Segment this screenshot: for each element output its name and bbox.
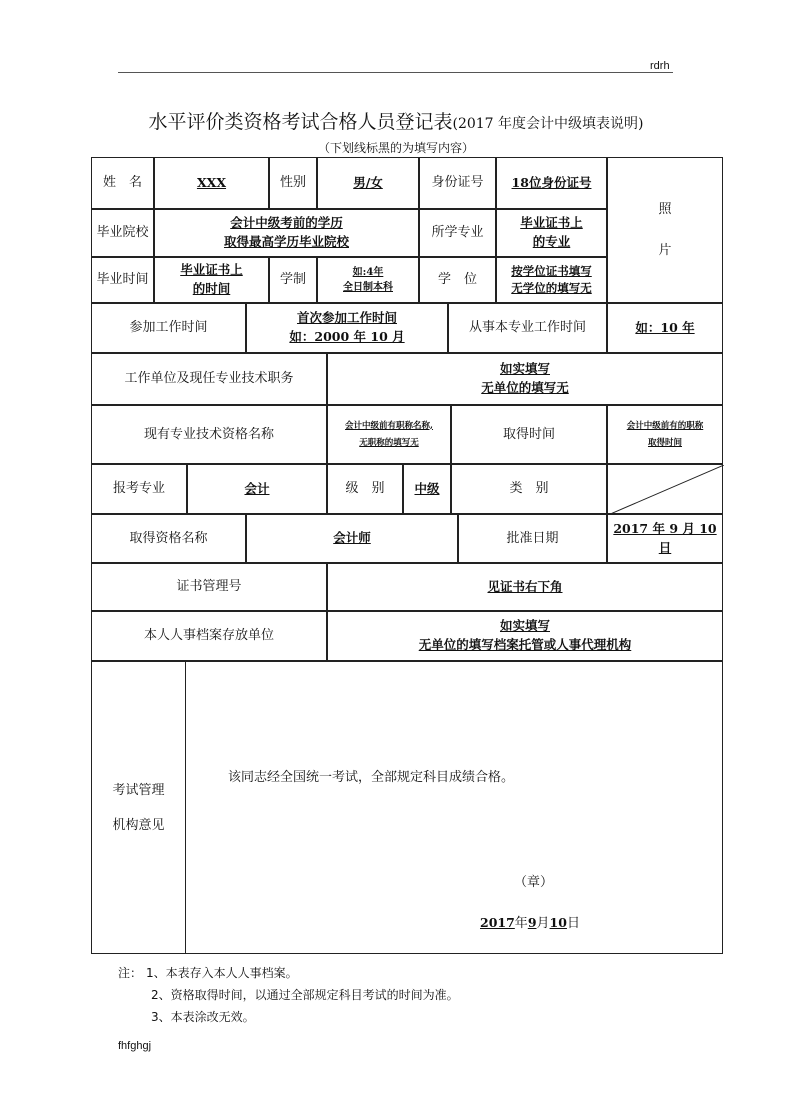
notes [118, 962, 459, 1028]
obtained-qual-value-cell [246, 514, 458, 563]
note-item-2: 2、资格取得时间，以通过全部规定科目考试的时间为准。 [151, 988, 459, 1002]
gender-label: 性别 [279, 175, 306, 191]
id-label-cell [419, 157, 496, 209]
header-rule [118, 72, 673, 73]
category-label-cell [451, 464, 607, 514]
level-value: 中级 [414, 480, 440, 496]
system-label-cell [269, 257, 317, 303]
prof-time-label-cell [448, 303, 607, 353]
employer-label-cell [91, 353, 327, 405]
grad-time-value-cell [154, 257, 269, 303]
prof-time-value: 如：10 年 [635, 319, 695, 335]
archive-label-cell [91, 611, 327, 661]
name-value-cell [154, 157, 269, 209]
photo-box [607, 157, 723, 303]
level-value-cell [403, 464, 451, 514]
id-value: 18位身份证号 [511, 174, 592, 190]
degree-label-cell [419, 257, 496, 303]
level-label: 级 别 [345, 481, 385, 497]
qual-label-cell [91, 405, 327, 464]
date-day-unit: 日 [566, 916, 580, 931]
employer-label: 工作单位及现任专业技术职务 [124, 371, 294, 387]
system-value-line-1: 如:4年 [352, 267, 384, 278]
obtained-qual-label-cell [91, 514, 246, 563]
degree-value-line-1: 按学位证书填写 [511, 263, 592, 278]
apply-major-label: 报考专业 [112, 481, 165, 497]
prof-time-value-cell [607, 303, 723, 353]
opinion-label-cell [91, 661, 186, 954]
date-year: 2017 [480, 915, 515, 930]
archive-value-line-1: 如实填写 [499, 618, 550, 634]
apply-major-value-cell [187, 464, 327, 514]
work-start-label-cell [91, 303, 246, 353]
employer-value-cell [327, 353, 723, 405]
qual-value-cell [327, 405, 451, 464]
system-value-cell [317, 257, 419, 303]
opinion-label-line-1: 考试管理 [112, 782, 165, 798]
id-value-cell [496, 157, 607, 209]
page-subtitle: （下划线标黑的为填写内容） [317, 141, 474, 155]
obtained-qual-label: 取得资格名称 [129, 530, 208, 546]
approval-label: 批准日期 [506, 530, 559, 546]
degree-value-cell [496, 257, 607, 303]
school-label: 毕业院校 [96, 225, 149, 241]
obtained-qual-value: 会计师 [333, 530, 371, 546]
grad-time-value-line-1: 毕业证书上 [180, 262, 243, 278]
cert-no-label-cell [91, 563, 327, 611]
qual-value-line-2: 无职称的填写无 [359, 437, 419, 448]
work-start-label: 参加工作时间 [129, 320, 208, 336]
obtain-time-label-cell [451, 405, 607, 464]
registration-form [91, 157, 723, 954]
photo-label-2: 片 [658, 243, 672, 258]
page-title [0, 107, 792, 134]
header-code: rdrh [650, 60, 670, 72]
cert-no-value: 见证书右下角 [487, 578, 563, 594]
employer-value-line-2: 无单位的填写无 [481, 380, 569, 395]
work-start-value-cell [246, 303, 448, 353]
archive-value-line-2: 无单位的填写档案托管或人事代理机构 [418, 637, 632, 652]
qual-value-line-1: 会计中级前有职称名称, [345, 420, 433, 431]
work-start-value-line-1: 首次参加工作时间 [296, 310, 397, 326]
approval-value-line-2: 日 [658, 539, 672, 555]
system-label: 学制 [279, 272, 306, 288]
name-label: 姓 名 [102, 175, 142, 191]
name-value: XXX [196, 174, 227, 190]
opinion-content-cell [185, 661, 723, 954]
gender-value-cell [317, 157, 419, 209]
major-label-cell [419, 209, 496, 257]
gender-value: 男/女 [353, 174, 383, 190]
grad-time-label: 毕业时间 [96, 272, 149, 288]
date-month-unit: 月 [536, 916, 550, 931]
opinion-label-line-2: 机构意见 [112, 817, 165, 833]
footer-code: fhfghgj [118, 1040, 152, 1052]
obtain-time-value-cell [607, 405, 723, 464]
category-label: 类 别 [509, 481, 549, 497]
seal-mark: （章） [514, 875, 554, 890]
apply-major-value: 会计 [244, 480, 270, 496]
archive-label: 本人人事档案存放单位 [143, 628, 274, 644]
major-value-line-2: 的专业 [532, 234, 571, 249]
obtain-time-value-line-1: 会计中级前有的职称 [626, 420, 704, 431]
major-value-line-1: 毕业证书上 [520, 215, 583, 231]
obtain-time-value-line-2: 取得时间 [647, 437, 682, 448]
cert-no-label: 证书管理号 [176, 579, 242, 595]
level-label-cell [327, 464, 403, 514]
degree-value-line-2: 无学位的填写无 [511, 281, 592, 295]
category-value-cell [607, 464, 723, 514]
id-label: 身份证号 [431, 175, 484, 191]
school-value-line-2: 取得最高学历毕业院校 [223, 234, 349, 249]
apply-major-label-cell [91, 464, 187, 514]
grad-time-value-line-2: 的时间 [192, 281, 231, 296]
school-value-cell [154, 209, 419, 257]
approval-value-line-1: 2017 年 9 月 10 [613, 520, 717, 536]
prof-time-label: 从事本专业工作时间 [468, 320, 586, 336]
school-label-cell [91, 209, 154, 257]
archive-value-cell [327, 611, 723, 661]
title-aside: (2017 年度会计中级填表说明) [452, 116, 644, 132]
title-main: 水平评价类资格考试合格人员登记表 [148, 111, 453, 133]
employer-value-line-1: 如实填写 [499, 361, 550, 377]
date-year-unit: 年 [514, 916, 528, 931]
date-day: 10 [549, 915, 567, 930]
degree-label: 学 位 [437, 272, 477, 288]
category-diagonal-slash [608, 465, 724, 515]
note-item-3: 3、本表涂改无效。 [151, 1010, 255, 1024]
photo-label-1: 照 [658, 201, 672, 217]
approval-label-cell [458, 514, 607, 563]
gender-label-cell [269, 157, 317, 209]
obtain-time-label: 取得时间 [502, 426, 555, 442]
opinion-date [480, 914, 580, 934]
major-value-cell [496, 209, 607, 257]
date-month: 9 [527, 915, 537, 930]
approval-value-cell [607, 514, 723, 563]
school-value-line-1: 会计中级考前的学历 [230, 215, 343, 231]
grad-time-label-cell [91, 257, 154, 303]
note-item-1: 注： 1、本表存入本人人事档案。 [118, 966, 298, 980]
opinion-text: 该同志经全国统一考试，全部规定科目成绩合格。 [228, 770, 515, 785]
system-value-line-2: 全日制本科 [343, 282, 393, 293]
work-start-value-line-2: 如：2000 年 10 月 [289, 329, 405, 344]
cert-no-value-cell [327, 563, 723, 611]
name-label-cell [91, 157, 154, 209]
notes-prefix: 注： [118, 966, 143, 980]
qual-label: 现有专业技术资格名称 [143, 426, 274, 442]
major-label: 所学专业 [431, 225, 484, 241]
